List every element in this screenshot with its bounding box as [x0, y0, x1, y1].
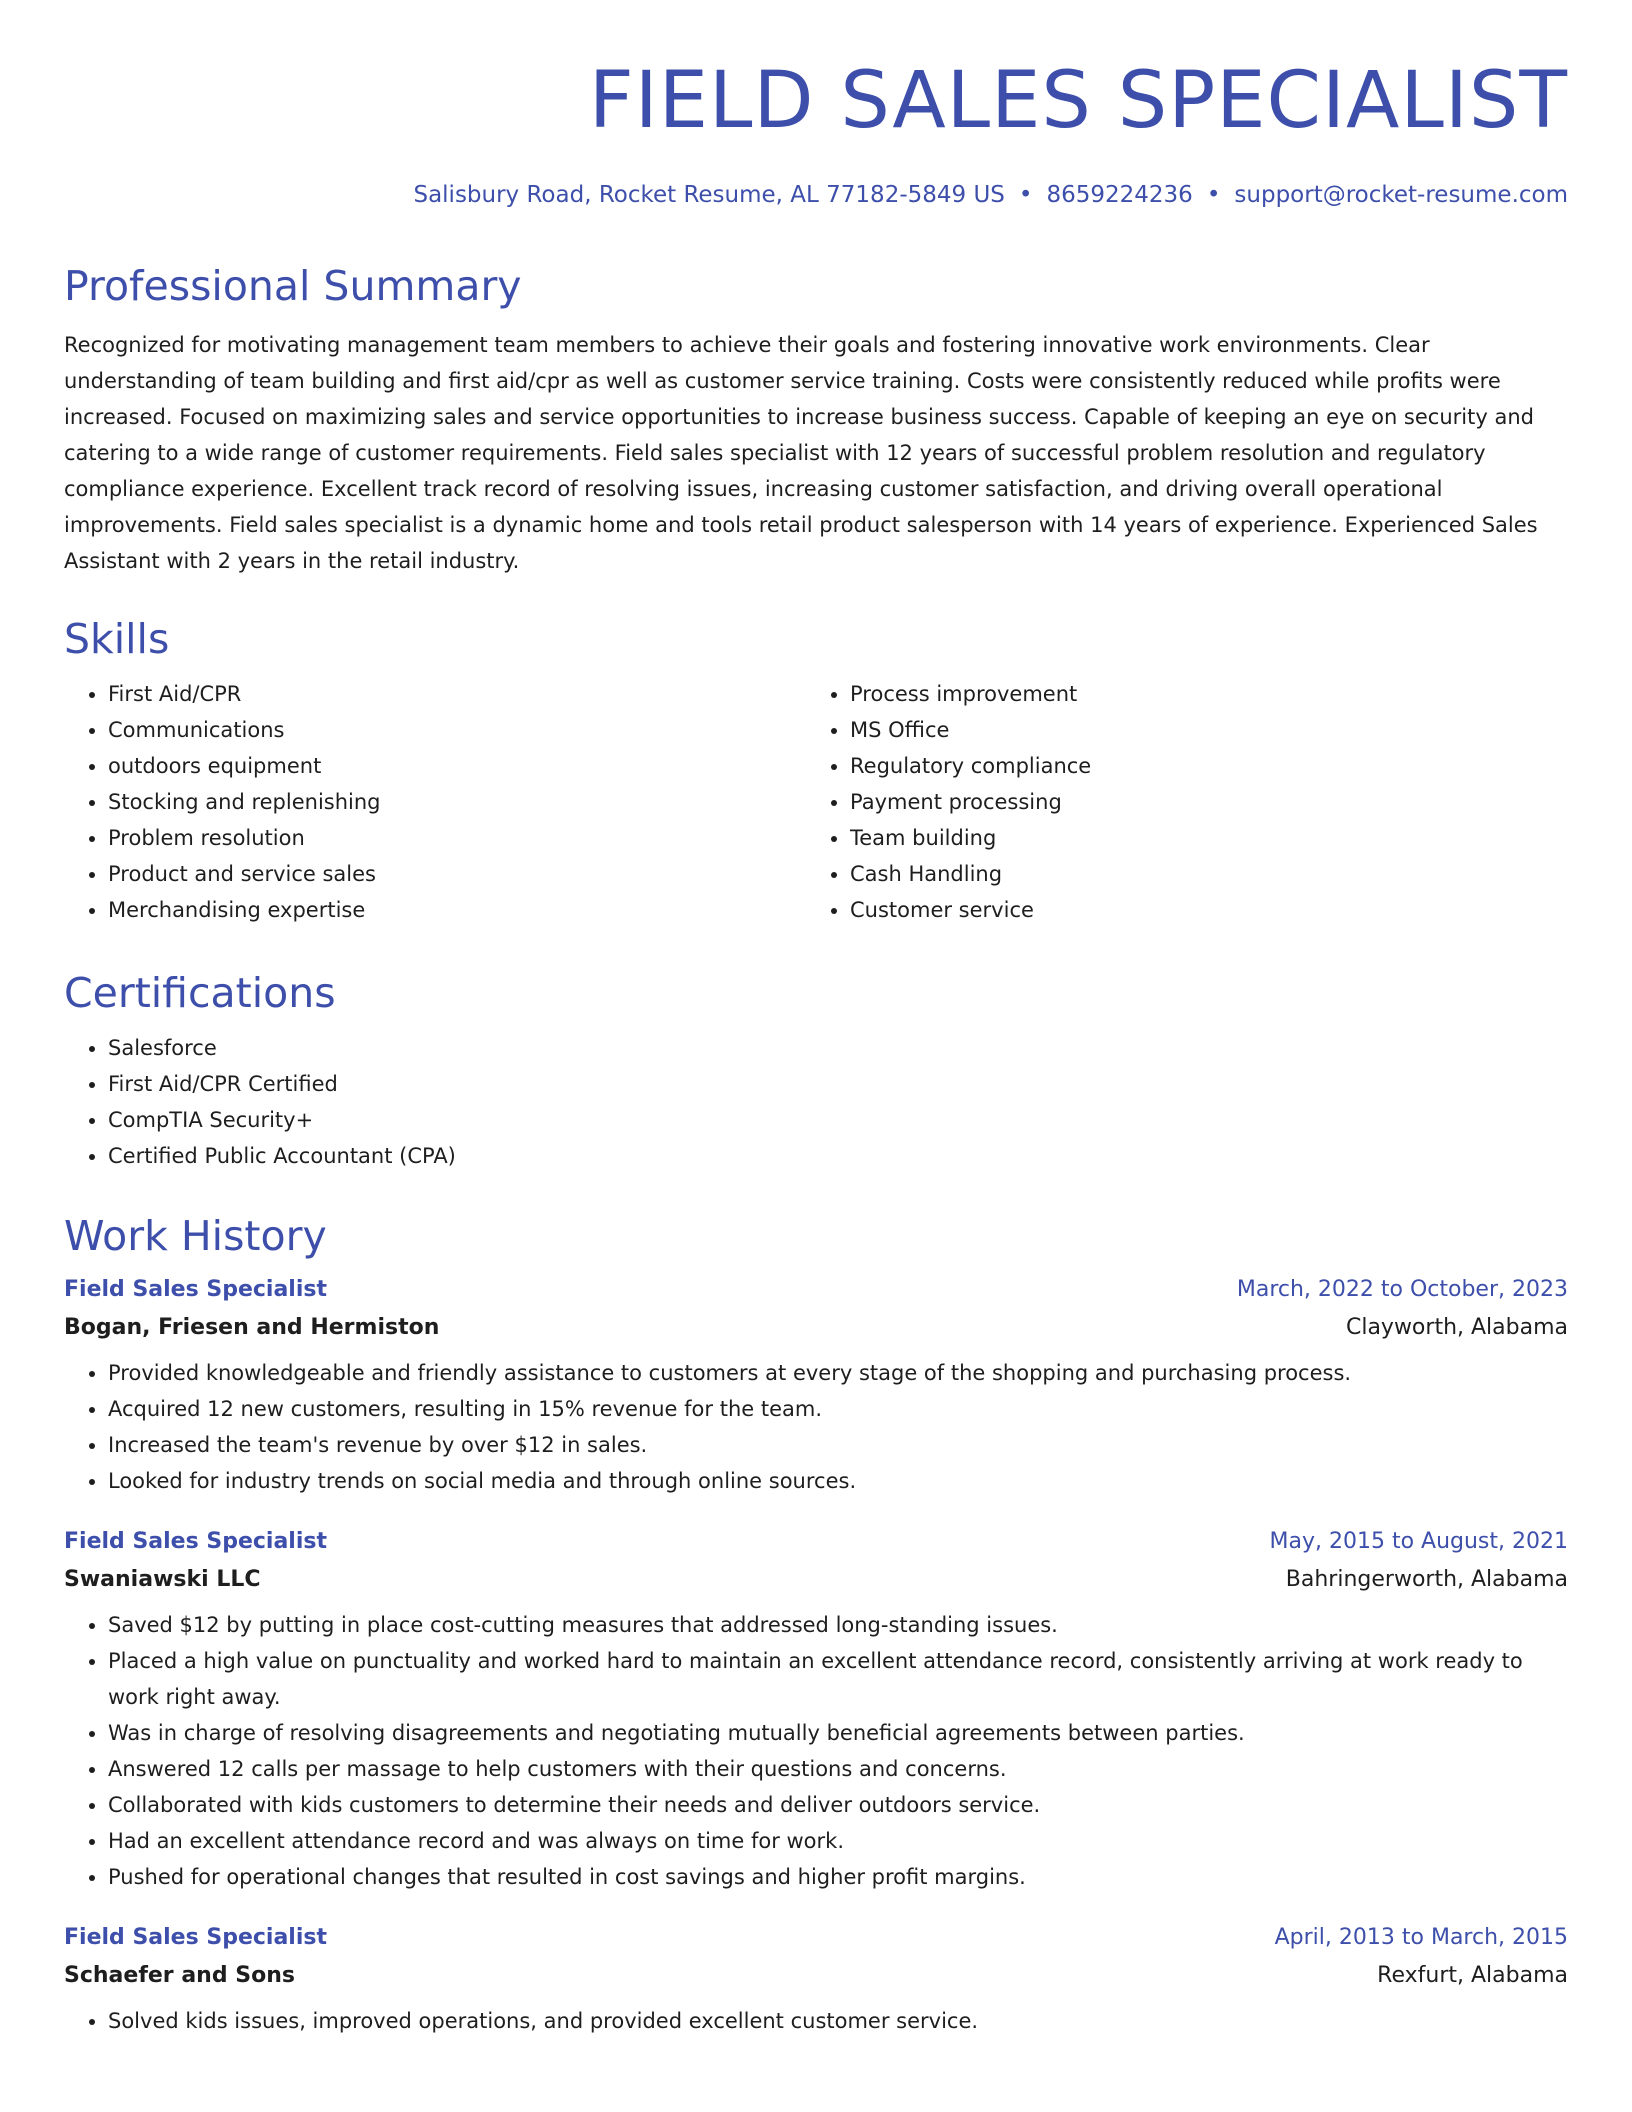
work-history-section	[64, 1212, 1568, 2039]
summary-section	[64, 262, 1568, 579]
job-location: Rexfurt, Alabama	[1377, 1963, 1568, 1989]
skill-item: • MS Office	[850, 712, 1548, 748]
job-bullet: • Acquired 12 new customers, resulting in 15% revenue for the team.	[108, 1391, 1568, 1427]
skill-item: • Product and service sales	[108, 856, 806, 892]
skills-right-list	[806, 676, 1548, 928]
job-bullet: • Pushed for operational changes that resulted in cost savings and higher profit margins.	[108, 1859, 1568, 1895]
skill-item: • Merchandising expertise	[108, 892, 806, 928]
job-title: Field Sales Specialist	[64, 1925, 327, 1951]
skill-item: • Problem resolution	[108, 820, 806, 856]
certifications-list	[64, 1030, 1568, 1174]
contact-address: Salisbury Road, Rocket Resume, AL 77182-5849 US	[413, 182, 1005, 208]
job-bullet: • Increased the team's revenue by over $12 in sales.	[108, 1427, 1568, 1463]
job-bullet: • Provided knowledgeable and friendly assistance to customers at every stage of the shopping and purchasing process.	[108, 1355, 1568, 1391]
skill-item: • Payment processing	[850, 784, 1548, 820]
skill-item: • First Aid/CPR	[108, 676, 806, 712]
job-bullet: • Answered 12 calls per massage to help customers with their questions and concerns.	[108, 1751, 1568, 1787]
certification-item: • Salesforce	[108, 1030, 1568, 1066]
job-location: Bahringerworth, Alabama	[1285, 1567, 1568, 1593]
job-company: Schaefer and Sons	[64, 1963, 295, 1989]
skill-item: • Cash Handling	[850, 856, 1548, 892]
contact-email[interactable]: support@rocket-resume.com	[1234, 182, 1568, 208]
work-history-heading: Work History	[64, 1212, 327, 1260]
skill-item: • Process improvement	[850, 676, 1548, 712]
skill-item: • Communications	[108, 712, 806, 748]
job-bullets	[64, 1607, 1568, 1895]
job-dates: April, 2013 to March, 2015	[1274, 1925, 1568, 1951]
job-entry	[64, 1523, 1568, 1895]
job-bullet: • Had an excellent attendance record and was always on time for work.	[108, 1823, 1568, 1859]
job-bullet: • Looked for industry trends on social media and through online sources.	[108, 1463, 1568, 1499]
skills-section	[64, 615, 1568, 928]
job-company: Bogan, Friesen and Hermiston	[64, 1315, 440, 1341]
job-entry	[64, 1919, 1568, 2039]
job-bullet: • Solved kids issues, improved operations, and provided excellent customer service.	[108, 2003, 1568, 2039]
skill-item: • Team building	[850, 820, 1548, 856]
job-entry	[64, 1271, 1568, 1499]
job-title: Field Sales Specialist	[64, 1529, 327, 1555]
job-company: Swaniawski LLC	[64, 1567, 261, 1593]
contact-line	[413, 182, 1568, 208]
certifications-section	[64, 969, 1568, 1174]
contact-phone: 8659224236	[1046, 182, 1193, 208]
skill-item: • Stocking and replenishing	[108, 784, 806, 820]
job-bullet: • Placed a high value on punctuality and worked hard to maintain an excellent attendance record, consistently arriving at work ready to work right away.	[108, 1643, 1568, 1715]
summary-text: Recognized for motivating management team members to achieve their goals and fostering innovative work environments. Clear understanding of team building and first aid/cpr as well as customer service training. Costs were consistently reduced while profits were increased. Focused on maximizing sales and service opportunities to increase business success. Capable of keeping an eye on security and catering to a wide range of customer requirements. Field sales specialist with 12 years of successful problem resolution and regulatory compliance experience. Excellent track record of resolving issues, increasing customer satisfaction, and driving overall operational improvements. Field sales specialist is a dynamic home and tools retail product salesperson with 14 years of experience. Experienced Sales Assistant with 2 years in the retail industry.	[64, 333, 1538, 574]
job-title: Field Sales Specialist	[64, 1277, 327, 1303]
skill-item: • outdoors equipment	[108, 748, 806, 784]
job-bullet: • Collaborated with kids customers to determine their needs and deliver outdoors service.	[108, 1787, 1568, 1823]
job-dates: March, 2022 to October, 2023	[1236, 1277, 1568, 1303]
job-bullets	[64, 2003, 1568, 2039]
certification-item: • First Aid/CPR Certified	[108, 1066, 1568, 1102]
resume-name: FIELD SALES SPECIALIST	[588, 56, 1568, 146]
skills-heading: Skills	[64, 615, 170, 663]
certifications-heading: Certifications	[64, 969, 336, 1017]
job-dates: May, 2015 to August, 2021	[1269, 1529, 1568, 1555]
job-bullet: • Saved $12 by putting in place cost-cutting measures that addressed long-standing issues.	[108, 1607, 1568, 1643]
skills-columns	[64, 664, 1568, 928]
job-location: Clayworth, Alabama	[1345, 1315, 1568, 1341]
job-bullet: • Was in charge of resolving disagreements and negotiating mutually beneficial agreements between parties.	[108, 1715, 1568, 1751]
certification-item: • CompTIA Security+	[108, 1102, 1568, 1138]
job-bullets	[64, 1355, 1568, 1499]
contact-separator: •	[1018, 182, 1033, 208]
skills-left-list	[64, 676, 806, 928]
certification-item: • Certified Public Accountant (CPA)	[108, 1138, 1568, 1174]
summary-heading: Professional Summary	[64, 262, 522, 310]
skill-item: • Regulatory compliance	[850, 748, 1548, 784]
skill-item: • Customer service	[850, 892, 1548, 928]
contact-separator: •	[1206, 182, 1221, 208]
